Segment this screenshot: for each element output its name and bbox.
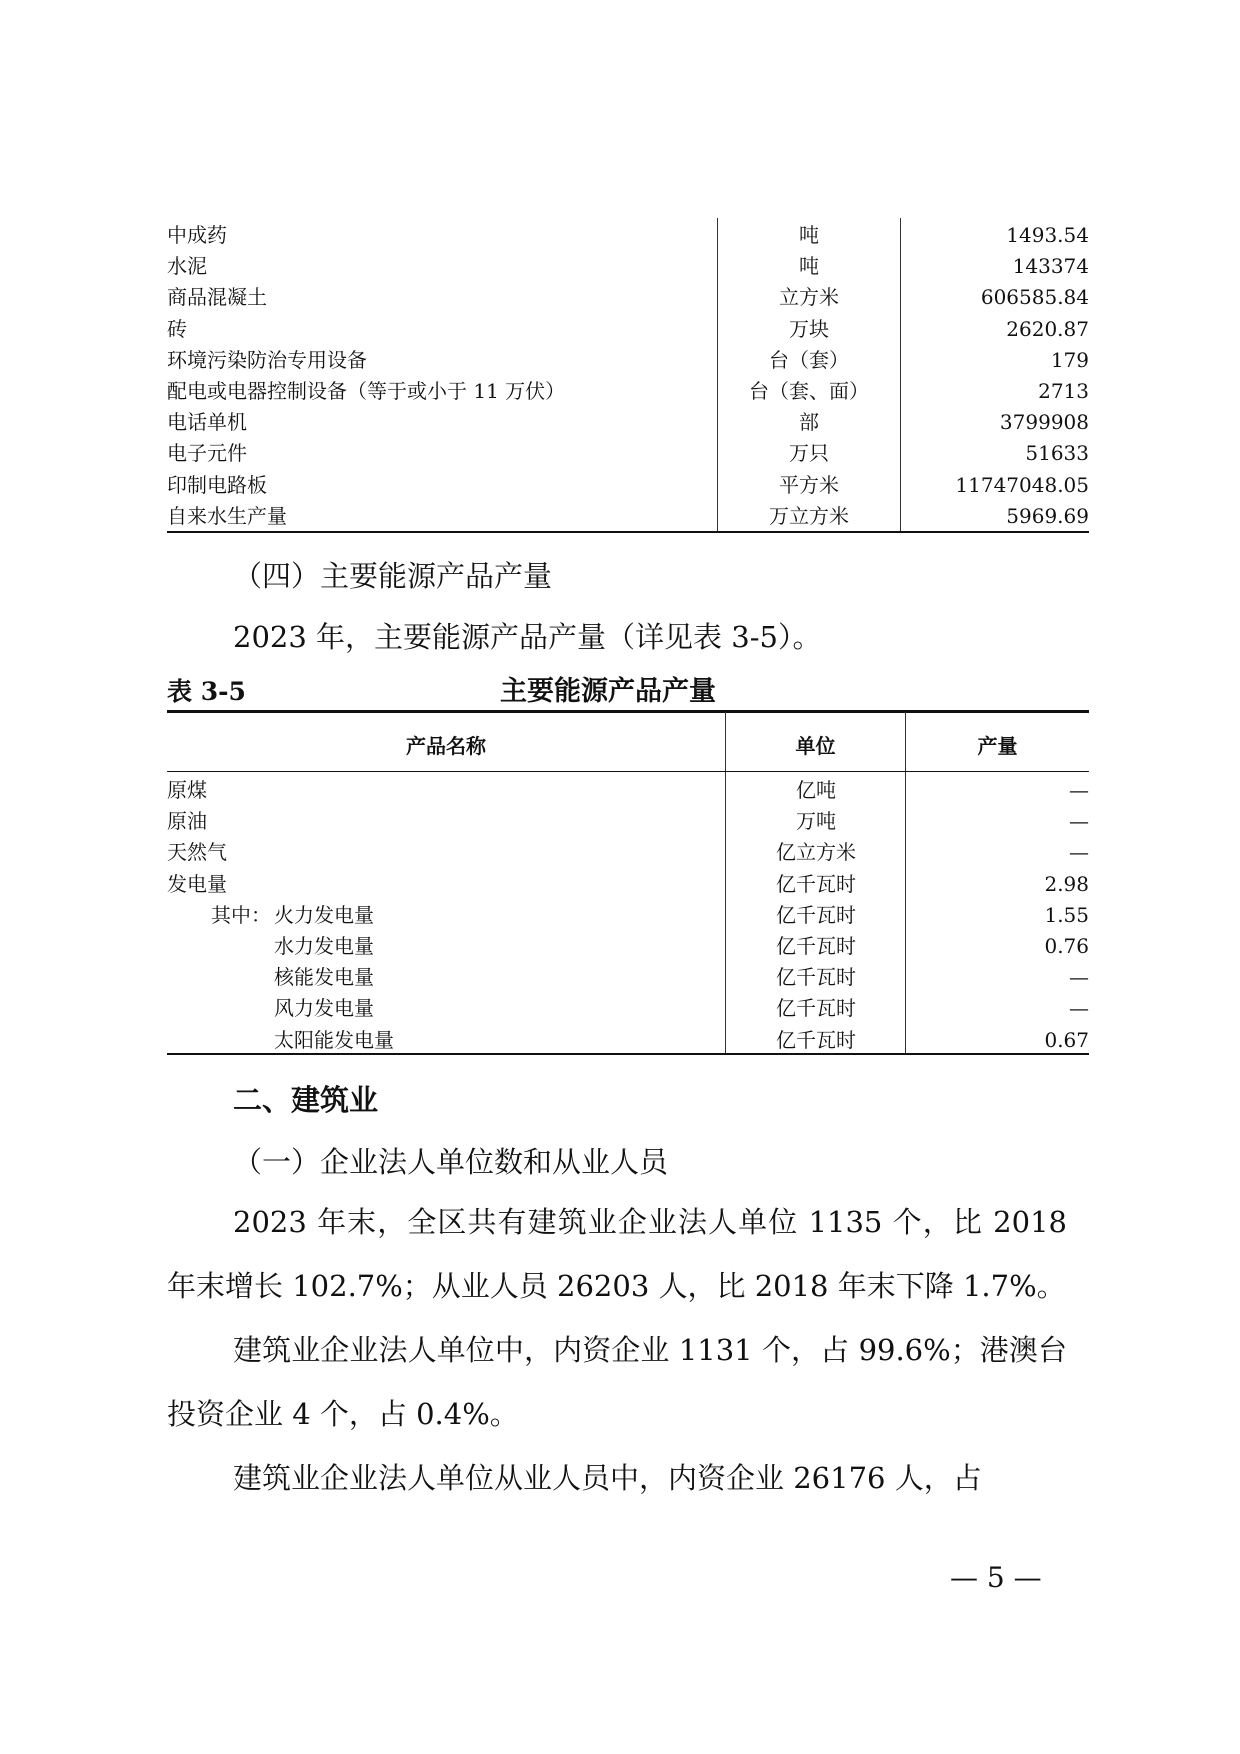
row-product-name: 环境污染防治专用设备 — [167, 347, 367, 372]
row-unit: 亿吨 — [796, 778, 836, 802]
row-value: 0.67 — [1044, 1027, 1089, 1052]
table-header-rule — [167, 771, 1089, 772]
row-value: — — [1069, 809, 1089, 834]
row-product-name: 火力发电量 — [274, 902, 374, 927]
row-product-name: 自来水生产量 — [167, 503, 287, 528]
row-value: 3799908 — [999, 410, 1089, 435]
row-unit: 吨 — [799, 254, 819, 279]
table-top-rule — [167, 710, 1089, 713]
row-unit: 平方米 — [779, 472, 839, 497]
row-value: 11747048.05 — [955, 472, 1089, 497]
row-unit: 亿千瓦时 — [776, 934, 856, 958]
body-text — [167, 1190, 1067, 1510]
row-product-name: 砖 — [167, 316, 187, 341]
row-product-name: 电话单机 — [167, 410, 247, 435]
row-value: 2620.87 — [1006, 316, 1089, 341]
row-product-name: 原油 — [167, 809, 207, 834]
chapter-heading: 二、建筑业 — [233, 1083, 379, 1117]
row-value: — — [1069, 840, 1089, 865]
row-unit: 部 — [799, 410, 819, 435]
row-value: — — [1069, 996, 1089, 1021]
table-title: 主要能源产品产量 — [500, 676, 716, 707]
row-prefix: 其中： — [211, 902, 271, 927]
row-value: 2713 — [1038, 379, 1089, 403]
row-value: 179 — [1050, 347, 1089, 372]
row-unit: 亿千瓦时 — [776, 965, 856, 990]
page-number: — 5 — — [950, 1561, 1042, 1594]
subsection-heading: （一）企业法人单位数和从业人员 — [233, 1145, 669, 1179]
paragraph: 建筑业企业法人单位从业人员中，内资企业 26176 人，占 — [233, 1461, 982, 1495]
header-output: 产量 — [977, 734, 1018, 758]
row-unit: 台（套） — [769, 347, 849, 372]
row-unit: 万立方米 — [769, 503, 849, 528]
row-product-name: 核能发电量 — [274, 965, 374, 990]
row-product-name: 原煤 — [167, 778, 207, 802]
section-intro: 2023 年，主要能源产品产量（详见表 3-5）。 — [233, 620, 822, 654]
row-product-name: 水力发电量 — [274, 934, 374, 958]
table-divider — [717, 218, 718, 532]
row-product-name: 配电或电器控制设备（等于或小于 11 万伏） — [167, 379, 566, 403]
row-value: 0.76 — [1044, 934, 1089, 958]
row-value: 1.55 — [1044, 902, 1089, 927]
row-product-name: 中成药 — [167, 223, 227, 247]
table-label: 表 3-5 — [167, 677, 246, 706]
row-value: — — [1069, 965, 1089, 990]
row-unit: 吨 — [799, 223, 819, 247]
paragraph: 2023 年末，全区共有建筑业企业法人单位 1135 个，比 2018 年末增长 102.7%；从业人员 26203 人，比 2018 年末下降 1.7%。 — [167, 1205, 1067, 1303]
row-unit: 立方米 — [779, 285, 839, 310]
row-value: 51633 — [1025, 441, 1089, 466]
row-product-name: 电子元件 — [167, 441, 247, 466]
row-unit: 亿千瓦时 — [776, 996, 856, 1021]
row-value: 2.98 — [1044, 871, 1089, 896]
row-unit: 亿千瓦时 — [776, 902, 856, 927]
row-unit: 台（套、面） — [749, 379, 869, 403]
header-unit: 单位 — [795, 734, 836, 758]
table-bottom-rule — [167, 531, 1089, 533]
row-product-name: 水泥 — [167, 254, 207, 279]
paragraph: 建筑业企业法人单位中，内资企业 1131 个，占 99.6%；港澳台投资企业 4 个，占 0.4%。 — [167, 1333, 1067, 1431]
row-product-name: 商品混凝土 — [167, 285, 267, 310]
row-value: 606585.84 — [980, 285, 1089, 310]
row-unit: 亿千瓦时 — [776, 1027, 856, 1052]
row-value: 1493.54 — [1006, 223, 1089, 247]
row-product-name: 太阳能发电量 — [274, 1027, 394, 1052]
row-unit: 亿千瓦时 — [776, 871, 856, 896]
row-unit: 亿立方米 — [776, 840, 856, 865]
row-value: 5969.69 — [1006, 503, 1089, 528]
row-product-name: 天然气 — [167, 840, 227, 865]
row-product-name: 发电量 — [167, 871, 227, 896]
row-product-name: 印制电路板 — [167, 472, 267, 497]
table-bottom-rule — [167, 1053, 1089, 1055]
row-unit: 万块 — [789, 316, 829, 341]
header-product-name: 产品名称 — [406, 734, 486, 758]
row-value: 143374 — [1012, 254, 1089, 279]
section-heading: （四）主要能源产品产量 — [233, 559, 553, 593]
row-product-name: 风力发电量 — [274, 996, 374, 1021]
row-unit: 万只 — [789, 441, 829, 466]
row-value: — — [1069, 778, 1089, 802]
row-unit: 万吨 — [796, 809, 836, 834]
